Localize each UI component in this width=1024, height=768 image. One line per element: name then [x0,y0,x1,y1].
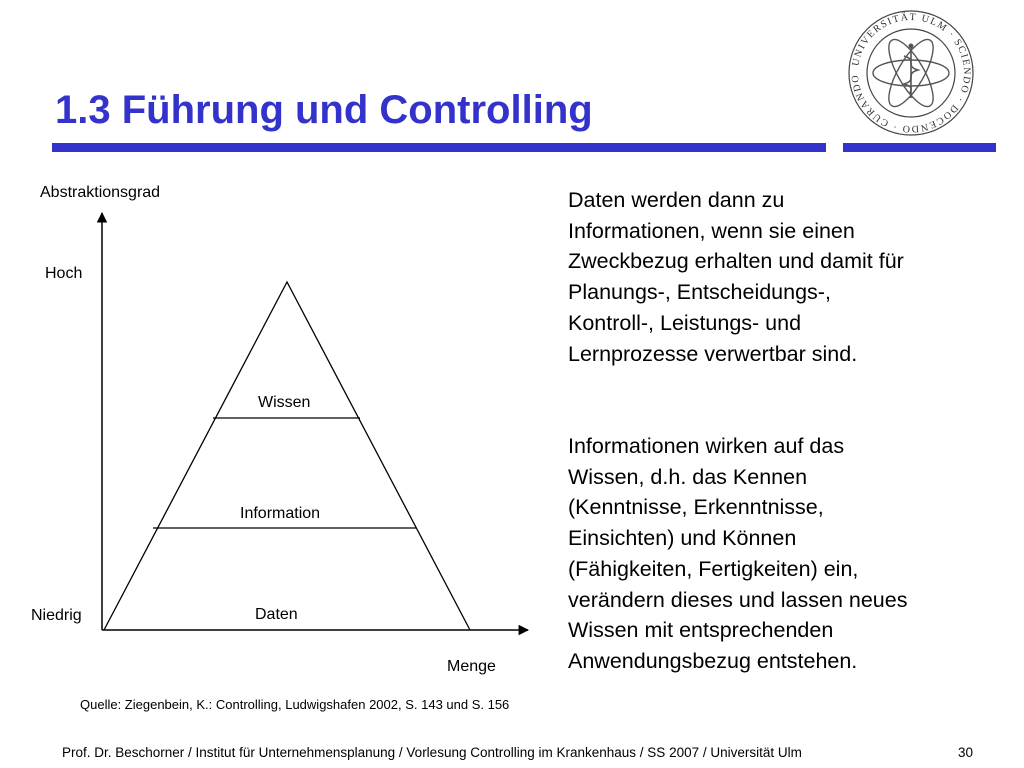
paragraph-daten-informationen [568,185,988,369]
text-line: (Fähigkeiten, Fertigkeiten) ein, [568,556,859,581]
y-axis-label: Abstraktionsgrad [40,184,161,201]
text-line: verändern dieses und lassen neues [568,587,908,612]
page-number: 30 [958,745,974,760]
text-line: Kontroll-, Leistungs- und [568,310,802,335]
x-axis-label: Menge [447,658,496,675]
footer-text: Prof. Dr. Beschorner / Institut für Unternehmensplanung / Vorlesung Controlling im Krankenhaus / SS 2007 / Universität Ulm [62,745,802,760]
text-line: Wissen, d.h. das Kennen [568,464,808,489]
paragraph-informationen-wissen [568,431,988,677]
level-label-daten: Daten [255,606,298,623]
y-axis-high-label: Hoch [45,265,83,282]
text-line: Informationen, wenn sie einen [568,218,855,243]
text-line: (Kenntnisse, Erkenntnisse, [568,495,824,520]
text-line: Wissen mit entsprechenden [568,618,834,643]
pyramid-outline [104,282,470,630]
y-axis-low-label: Niedrig [31,607,82,624]
text-line: Lernprozesse verwertbar sind. [568,341,858,366]
seal-text: UNIVERSITÄT ULM · SCIENDO · DOCENDO · CURANDO [849,11,973,135]
slide-title: 1.3 Führung und Controlling [55,88,593,132]
text-line: Informationen wirken auf das [568,434,845,458]
text-line: Einsichten) und Können [568,526,797,551]
text-line: Planungs-, Entscheidungs-, [568,280,831,305]
text-line: Daten werden dann zu [568,188,785,212]
level-label-wissen: Wissen [258,394,311,411]
source-citation: Quelle: Ziegenbein, K.: Controlling, Ludwigshafen 2002, S. 143 und S. 156 [80,697,510,712]
text-line: Anwendungsbezug entstehen. [568,648,858,673]
level-label-information: Information [240,505,321,522]
text-line: Zweckbezug erhalten und damit für [568,249,904,274]
